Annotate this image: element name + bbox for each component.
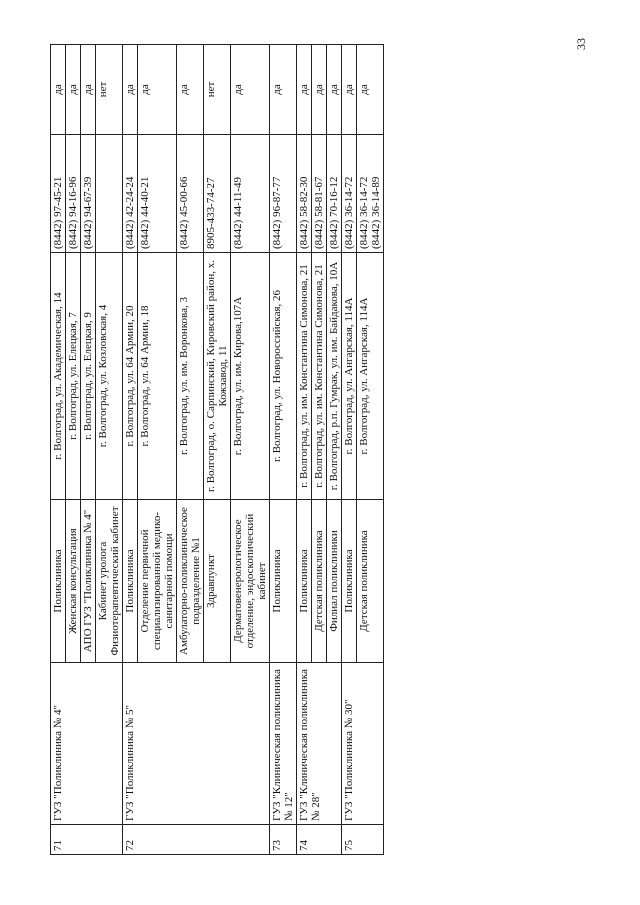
status: да	[357, 45, 384, 135]
address: г. Волгоград, ул. Ангарская, 114А	[342, 253, 357, 500]
table-row	[123, 45, 138, 855]
phone: (8442) 44-40-21	[138, 135, 177, 253]
row-number: 74	[297, 825, 342, 855]
address: г. Волгоград, ул. им. Кирова,107А	[231, 253, 270, 500]
phone: (8442) 97-45-21	[51, 135, 66, 253]
unit-name: Дерматовенерологическое отделение, эндоскопический кабинет	[231, 500, 270, 663]
status: да	[138, 45, 177, 135]
phone: (8442) 36-14-72	[342, 135, 357, 253]
phone	[96, 135, 123, 253]
status: да	[270, 45, 297, 135]
unit-name: Здравпункт	[204, 500, 231, 663]
page-number: 33	[574, 38, 588, 50]
address: г. Волгоград, р.п. Гумрак, ул. им. Байдакова, 10А	[327, 253, 342, 500]
phone: (8442) 94-67-39	[81, 135, 96, 253]
status: да	[327, 45, 342, 135]
status: нет	[204, 45, 231, 135]
table-row	[297, 45, 312, 855]
unit-name: АПО ГУЗ "Поликлиника № 4"	[81, 500, 96, 663]
unit-name: Детская поликлиника	[357, 500, 384, 663]
row-number: 72	[123, 825, 270, 855]
row-number: 75	[342, 825, 384, 855]
status: да	[81, 45, 96, 135]
address: г. Волгоград, ул. Новороссийская, 26	[270, 253, 297, 500]
status: да	[66, 45, 81, 135]
phone: (8442) 36-14-72 (8442) 36-14-89	[357, 135, 384, 253]
address: г. Волгоград, ул. Козловская, 4	[96, 253, 123, 500]
unit-name: Амбулаторно-поликлиническое подразделение №1	[177, 500, 204, 663]
address: г. Волгоград, ул. Академическая, 14	[51, 253, 66, 500]
unit-name: Поликлиника	[342, 500, 357, 663]
phone: (8442) 58-82-30	[297, 135, 312, 253]
table-row	[342, 45, 357, 855]
status: да	[342, 45, 357, 135]
organization-name: ГУЗ "Поликлиника № 30"	[342, 663, 384, 825]
status: да	[123, 45, 138, 135]
address: г. Волгоград, ул. 64 Армии, 18	[138, 253, 177, 500]
status: нет	[96, 45, 123, 135]
organization-name: ГУЗ "Поликлиника № 4"	[51, 663, 123, 825]
unit-name: Филиал поликлиники	[327, 500, 342, 663]
unit-name: Детская поликлиника	[312, 500, 327, 663]
unit-name: Женская консультация	[66, 500, 81, 663]
phone: (8442) 45-00-66	[177, 135, 204, 253]
organization-name: ГУЗ "Клиническая поликлиника № 12"	[270, 663, 297, 825]
table-body	[51, 45, 384, 855]
address: г. Волгоград, ул. Елецкая, 7	[66, 253, 81, 500]
row-number: 71	[51, 825, 123, 855]
table-row	[51, 45, 66, 855]
row-number: 73	[270, 825, 297, 855]
unit-name: Поликлиника	[297, 500, 312, 663]
phone: (8442) 44-11-49	[231, 135, 270, 253]
unit-name: Отделение первичной специализированной медико-санитарной помощи	[138, 500, 177, 663]
address: г. Волгоград, о. Сарпинский, Кировский район, х. Кожзавод, 11	[204, 253, 231, 500]
status: да	[177, 45, 204, 135]
phone: (8442) 42-24-24	[123, 135, 138, 253]
phone: (8442) 94-16-96	[66, 135, 81, 253]
unit-name: Поликлиника	[270, 500, 297, 663]
address: г. Волгоград, ул. им. Воронкова, 3	[177, 253, 204, 500]
phone: 8905-433-74-27	[204, 135, 231, 253]
phone: (8442) 58-81-67	[312, 135, 327, 253]
clinics-table	[50, 44, 384, 855]
address: г. Волгоград, ул. им. Константина Симонова, 21	[312, 253, 327, 500]
phone: (8442) 96-87-77	[270, 135, 297, 253]
unit-name: Кабинет уролога Физиотерапевтический кабинет	[96, 500, 123, 663]
rotated-table-container	[50, 45, 570, 855]
table-row	[270, 45, 297, 855]
address: г. Волгоград, ул. Елецкая, 9	[81, 253, 96, 500]
status: да	[297, 45, 312, 135]
address: г. Волгоград, ул. Ангарская, 114А	[357, 253, 384, 500]
address: г. Волгоград, ул. им. Константина Симонова, 21	[297, 253, 312, 500]
status: да	[312, 45, 327, 135]
unit-name: Поликлиника	[123, 500, 138, 663]
status: да	[51, 45, 66, 135]
address: г. Волгоград, ул. 64 Армии, 20	[123, 253, 138, 500]
organization-name: ГУЗ "Клиническая поликлиника № 28"	[297, 663, 342, 825]
phone: (8442) 70-16-12	[327, 135, 342, 253]
status: да	[231, 45, 270, 135]
organization-name: ГУЗ "Поликлиника № 5"	[123, 663, 270, 825]
unit-name: Поликлиника	[51, 500, 66, 663]
